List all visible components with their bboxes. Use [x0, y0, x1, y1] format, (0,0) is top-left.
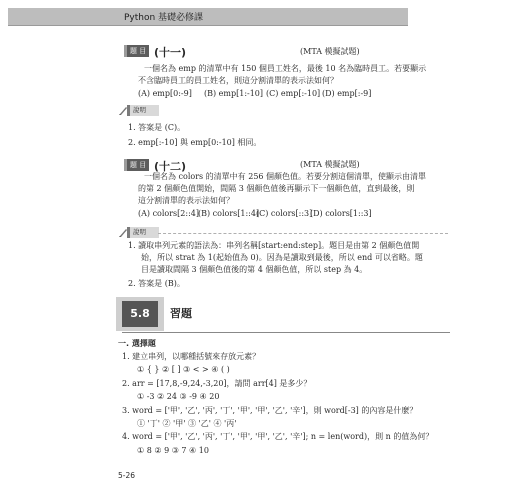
- exercise-options: ① -3 ② 24 ③ -9 ④ 20: [137, 392, 220, 401]
- section-title: 習題: [170, 307, 192, 320]
- option-b: (B) colors[1::4]: [198, 209, 260, 218]
- option-c: (C) colors[::3]: [256, 209, 313, 218]
- section-number: 5.8: [122, 301, 158, 327]
- question-number: (十一): [154, 46, 187, 59]
- explanation-item: 始，所以 strat 為 1(起始值為 0)。因為是讀取到最後，所以 end 可以省略。題: [141, 253, 423, 262]
- question-source: (MTA 模擬試題): [300, 47, 360, 56]
- exercise-options: ① { } ② [ ] ③ < > ④ ( ): [137, 365, 230, 374]
- option-d: (D) colors[1::3]: [310, 209, 372, 218]
- option-b: (B) emp[1:-10]: [204, 89, 264, 98]
- exercise-options: ① '丁' ② '甲' ③ '乙' ④ '丙': [137, 419, 237, 428]
- explanation-item: 2. emp[:-10] 與 emp[0:-10] 相同。: [128, 138, 262, 147]
- exercise-question: 1. 建立串列，以哪種括號來存放元素？: [122, 352, 261, 361]
- question-tag: 題 目: [127, 45, 149, 57]
- running-header: [8, 8, 408, 26]
- exercise-question: 2. arr = [17,8,-9,24,-3,20]，請問 arr[4] 是多少？: [122, 379, 312, 388]
- exercise-heading: 一. 選擇題: [118, 339, 156, 348]
- explanation-label: 說明: [127, 227, 159, 238]
- question-text: 一個名為 emp 的清單中有 150 個員工姓名，最後 10 名為臨時員工。若要顯示: [144, 64, 427, 73]
- option-c: (C) emp[:-10]: [266, 89, 321, 98]
- divider: [158, 233, 448, 234]
- explanation-item: 1. 讀取串列元素的語法為：串列名稱[start:end:step]。題目是由第 2 個顏色值開: [128, 241, 420, 250]
- question-text: 這分割清單的表示法如何？: [138, 196, 234, 205]
- option-a: (A) colors[2::4]: [138, 209, 199, 218]
- option-d: (D) emp[:-9]: [322, 89, 372, 98]
- explanation-label: 說明: [127, 105, 159, 116]
- section-rule: [122, 332, 450, 333]
- exercise-question: 4. word = ['甲', '乙', '丙', '丁', '甲', '甲', '乙', '辛']; n = len(word)，則 n 的值為何？: [122, 432, 434, 441]
- page-number: 5-26: [118, 471, 136, 480]
- header-title: Python 基礎必修課: [124, 13, 204, 23]
- explanation-item: 1. 答案是 (C)。: [128, 123, 186, 132]
- question-tag: 題 目: [127, 159, 149, 171]
- question-text: 一個名為 colors 的清單中有 256 個顏色值。若要分割這個清單，使顯示由清單: [144, 172, 427, 181]
- question-text: 不含臨時員工的員工姓名，則這分割清單的表示法如何？: [138, 76, 338, 85]
- explanation-item: 2. 答案是 (B)。: [128, 279, 185, 288]
- exercise-options: ① 8 ② 9 ③ 7 ④ 10: [137, 446, 209, 455]
- question-number: (十二): [154, 160, 187, 173]
- question-source: (MTA 模擬試題): [300, 160, 360, 169]
- exercise-question: 3. word = ['甲', '乙', '丙', '丁', '甲', '甲', '乙', '辛']，則 word[-3] 的內容是什麼？: [122, 406, 418, 415]
- question-text: 的第 2 個顏色值開始，間隔 3 個顏色值後再顯示下一個顏色值，直到最後，則: [138, 184, 415, 193]
- explanation-item: 目是讀取間隔 3 個顏色值後的第 4 個顏色值，所以 step 為 4。: [141, 265, 368, 274]
- option-a: (A) emp[0:-9]: [138, 89, 192, 98]
